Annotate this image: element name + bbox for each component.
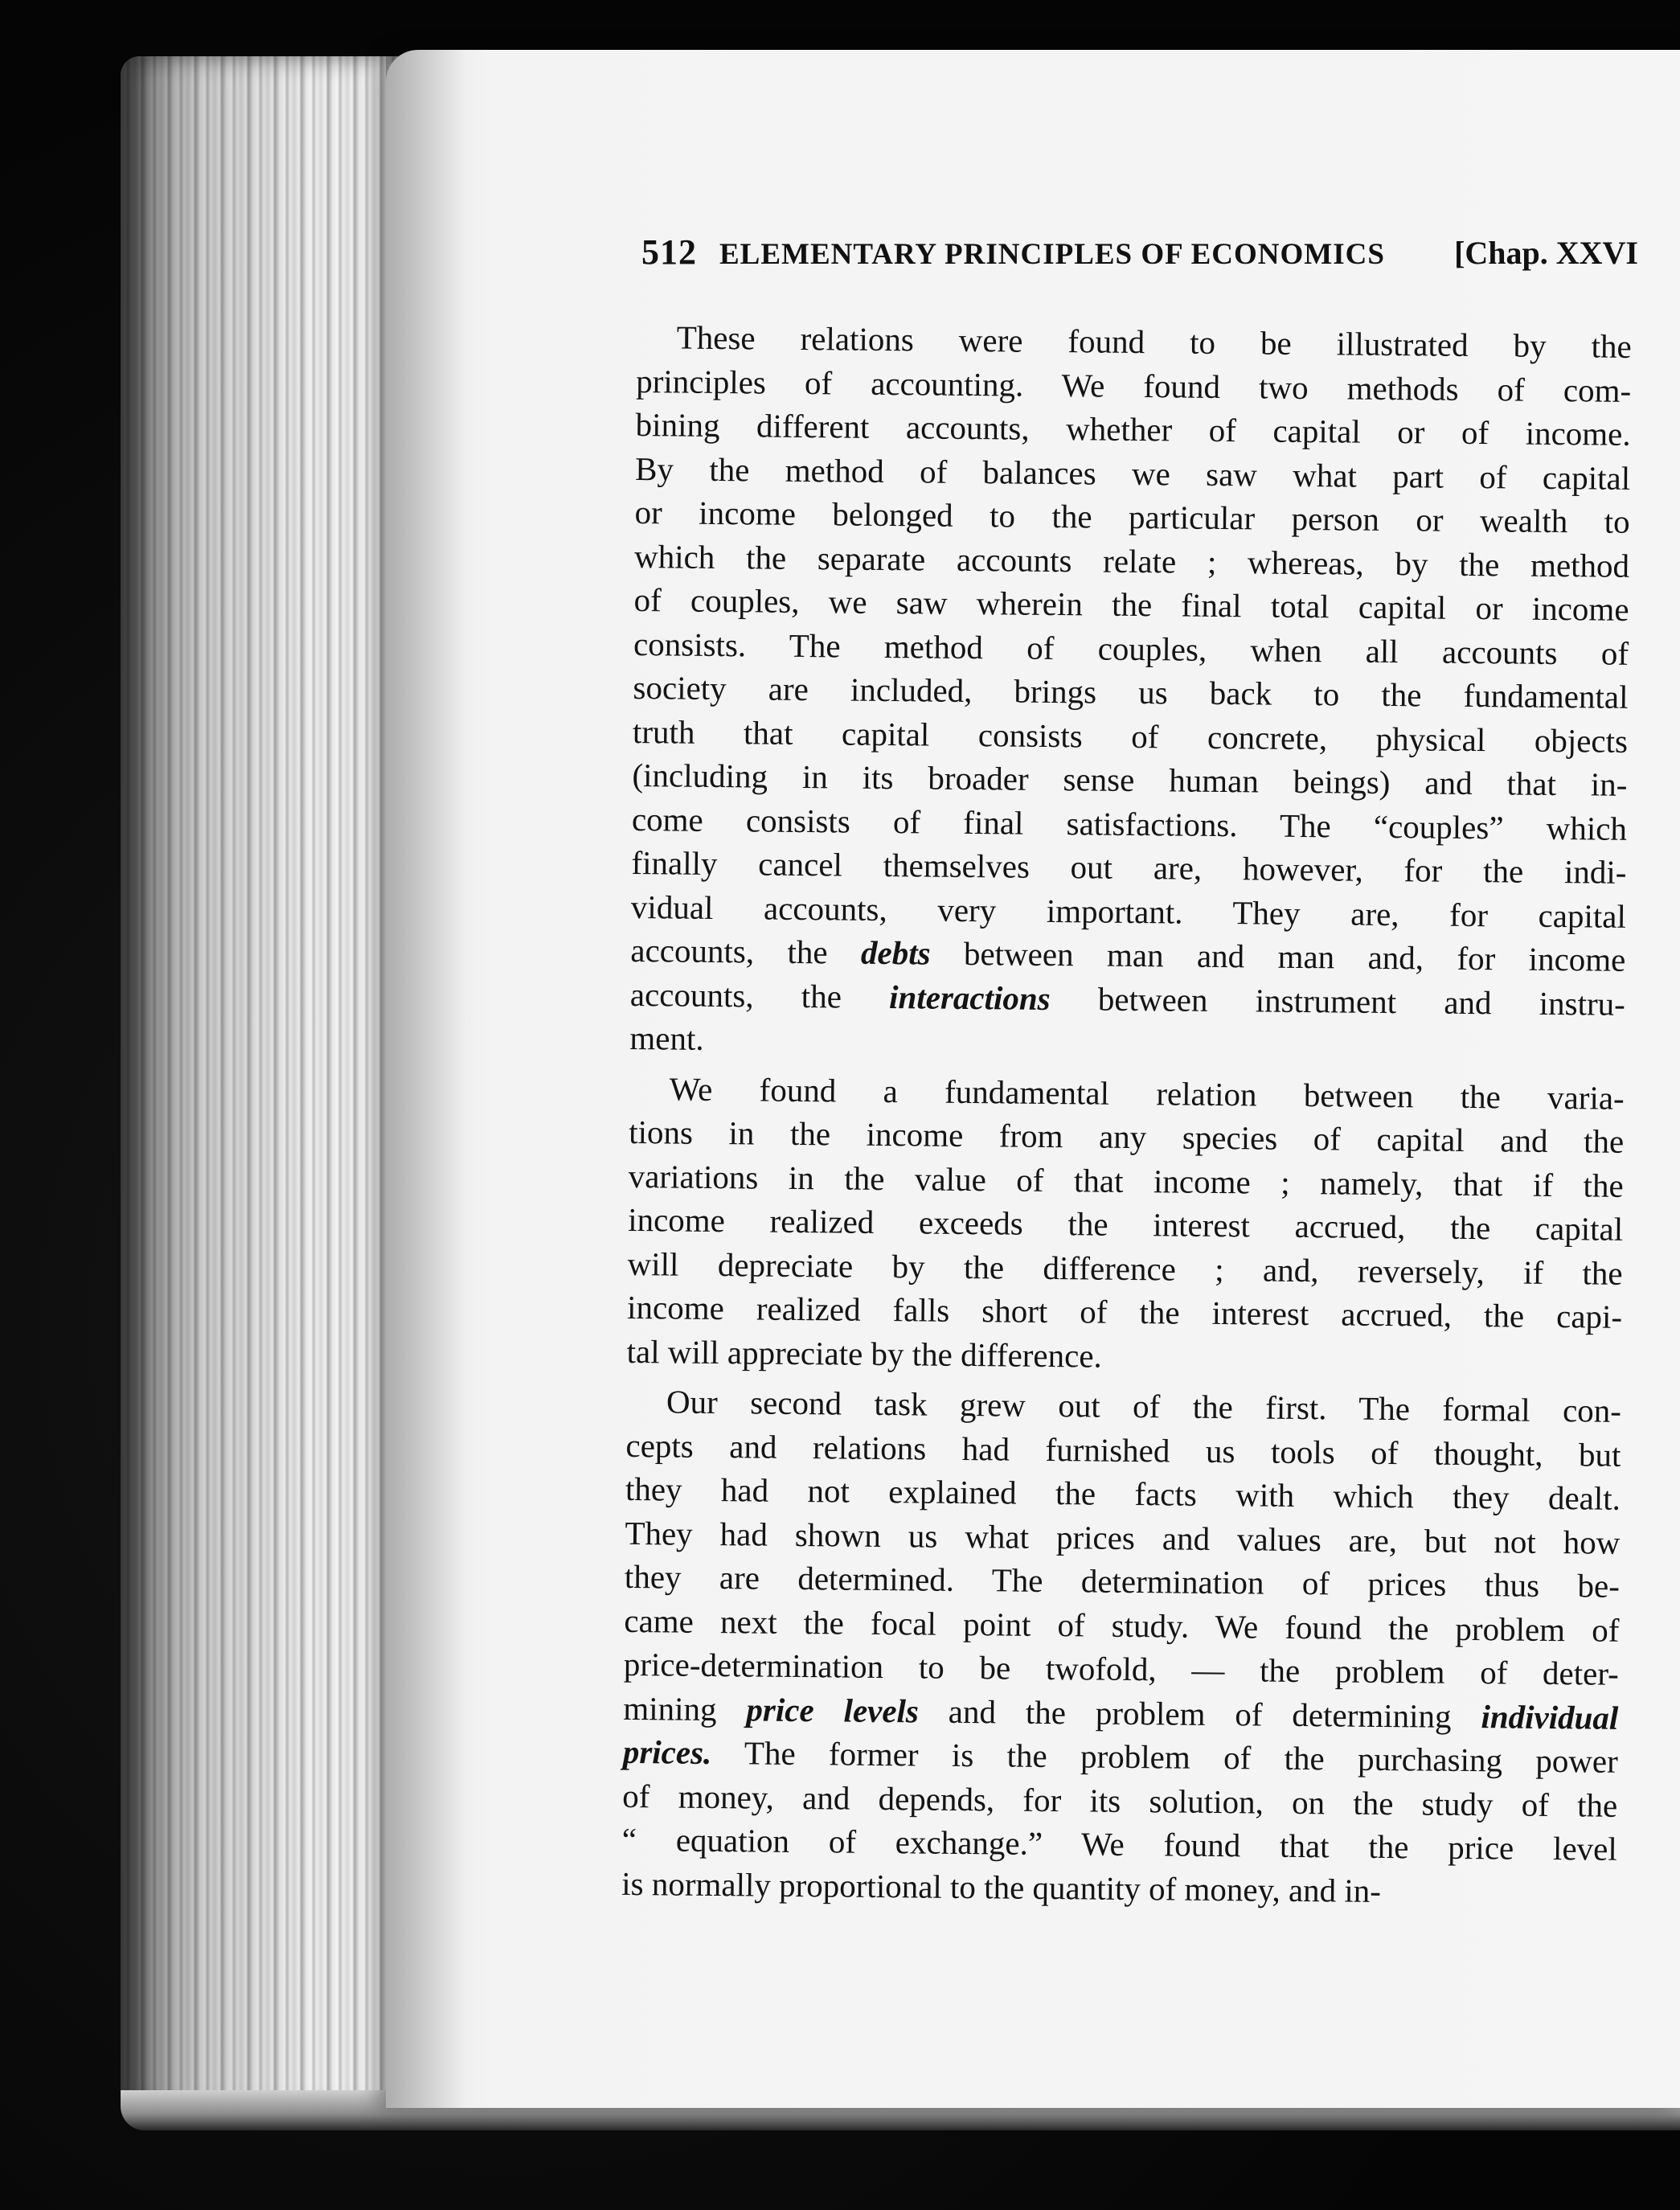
text-line: accounts, the debts between man and man and, for income (630, 931, 1626, 978)
running-header (641, 232, 1638, 280)
page-number: 512 (641, 232, 697, 272)
text-line: accounts, the interactions between instrument and instru- (629, 975, 1626, 1023)
italic-term: price levels (746, 1690, 920, 1729)
text-line: came next the focal point of study. We found the problem of (624, 1601, 1620, 1649)
header-title: ELEMENTARY PRINCIPLES OF ECONOMICS (719, 238, 1385, 271)
header-chapter: [Chap. XXVI (1454, 235, 1638, 271)
text-line: they are determined. The determination of prices thus be- (624, 1557, 1621, 1605)
text-line: Our second task grew out of the first. The formal con- (666, 1383, 1622, 1429)
text-line: bining different accounts, whether of capital or of income. (635, 405, 1631, 453)
text-line: By the method of balances we saw what part of capital (634, 449, 1631, 497)
italic-term: interactions (888, 978, 1051, 1017)
text-line: (including in its broader sense human beings) and that in- (632, 756, 1628, 803)
text-line: tal will appreciate by the difference. (626, 1332, 1103, 1375)
text-line: they had not explained the facts with which they dealt. (625, 1470, 1621, 1517)
text-line: society are included, brings us back to the fundamental (633, 668, 1629, 715)
text-line: principles of accounting. We found two methods of com- (635, 362, 1632, 409)
paragraph (621, 1380, 1621, 1915)
text-line: or income belonged to the particular person or wealth to (634, 493, 1630, 540)
text-line: vidual accounts, very important. They are, for capital (630, 888, 1627, 935)
paragraph (629, 315, 1632, 1069)
text-line: which the separate accounts relate ; whereas, by the method (633, 537, 1630, 584)
text-line: price-determination to be twofold, — the problem of deter- (623, 1645, 1620, 1692)
text-line: “ equation of exchange.” We found that the price level (621, 1820, 1617, 1868)
text-line: tions in the income from any species of capital and the (629, 1113, 1625, 1160)
paragraph (626, 1066, 1625, 1382)
text-line: cepts and relations had furnished us tools of thought, but (625, 1426, 1621, 1474)
text-line: come consists of final satisfactions. The “couples” which (631, 800, 1628, 847)
text-line: These relations were found to be illustrated by the (676, 318, 1632, 365)
text-line: is normally proportional to the quantity of money, and in- (621, 1864, 1382, 1909)
text-line: ment. (629, 1019, 704, 1057)
text-line: truth that capital consists of concrete, physical objects (632, 712, 1629, 760)
gutter-shadow (386, 50, 466, 2108)
italic-term: individual (1481, 1697, 1619, 1736)
text-line: mining price levels and the problem of determining individual (623, 1689, 1619, 1736)
italic-term: prices. (622, 1732, 712, 1771)
text-line: consists. The method of couples, when all accounts of (633, 625, 1629, 672)
text-line: variations in the value of that income ; namely, that if the (628, 1157, 1624, 1204)
text-line: prices. The former is the problem of the purchasing power (622, 1732, 1619, 1780)
italic-term: debts (860, 933, 931, 972)
text-line: We found a fundamental relation between the varia- (669, 1069, 1625, 1117)
text-line: of money, and depends, for its solution, on the study of the (622, 1777, 1618, 1824)
text-line: income realized falls short of the interest accrued, the capi- (626, 1288, 1623, 1335)
text-line: income realized exceeds the interest accrued, the capital (627, 1200, 1624, 1248)
body-text (621, 315, 1632, 1921)
text-line: will depreciate by the difference ; and, reversely, if the (627, 1244, 1623, 1292)
text-line: of couples, we saw wherein the final total capital or income (633, 580, 1629, 628)
text-line: finally cancel themselves out are, however, for the indi- (631, 843, 1627, 891)
text-line: They had shown us what prices and values are, but not how (625, 1514, 1621, 1561)
